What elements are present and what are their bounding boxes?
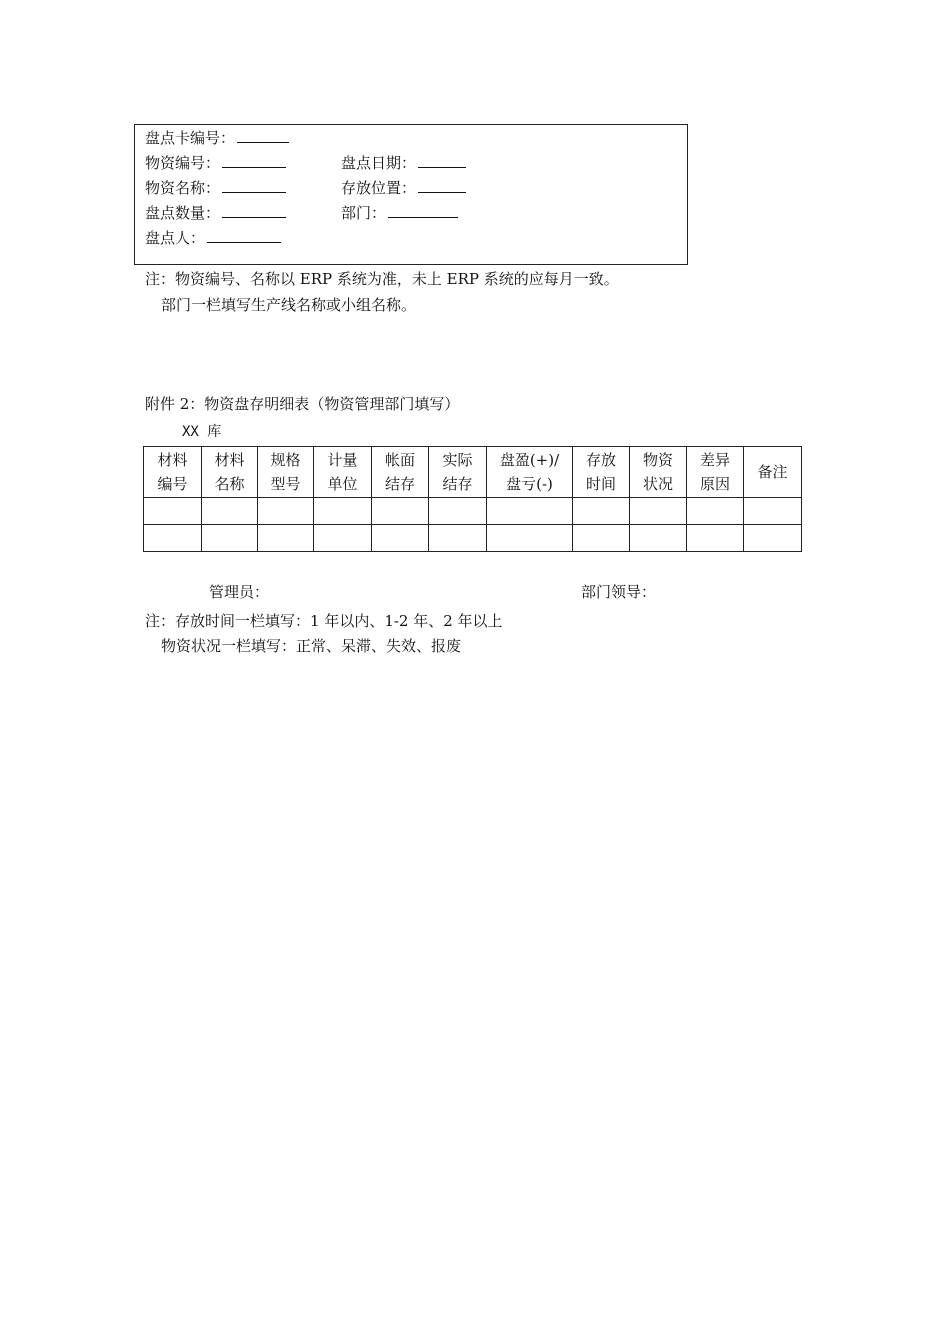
table-cell[interactable] (687, 498, 744, 525)
header-book-balance: 帐面 结存 (372, 447, 429, 498)
table-cell[interactable] (202, 498, 258, 525)
material-number-field (145, 153, 286, 173)
card-number-label: 盘点卡编号： (145, 129, 236, 147)
leader-signature-label: 部门领导： (581, 583, 657, 601)
quantity-blank[interactable] (222, 203, 286, 218)
quantity-label: 盘点数量： (145, 204, 221, 222)
checker-label: 盘点人： (145, 229, 206, 247)
table-cell[interactable] (314, 525, 372, 552)
check-date-field (341, 153, 466, 173)
location-label: 存放位置： (341, 179, 417, 197)
header-material-name: 材料 名称 (202, 447, 258, 498)
inventory-detail-table (143, 446, 802, 552)
table-cell[interactable] (744, 498, 802, 525)
table-row (144, 498, 802, 525)
table-cell[interactable] (630, 498, 687, 525)
header-difference-reason: 差异 原因 (687, 447, 744, 498)
material-number-blank[interactable] (222, 153, 286, 168)
location-blank[interactable] (418, 178, 466, 193)
table-cell[interactable] (487, 525, 573, 552)
location-field (341, 178, 466, 198)
header-surplus-deficit: 盘盈(+)/ 盘亏(-) (487, 447, 573, 498)
table-header-row (144, 447, 802, 498)
attachment-title: 附件 2：物资盘存明细表（物资管理部门填写） (145, 395, 460, 413)
header-actual-balance: 实际 结存 (429, 447, 487, 498)
warehouse-label: XX 库 (182, 424, 222, 440)
header-material-status: 物资 状况 (630, 447, 687, 498)
table-cell[interactable] (744, 525, 802, 552)
note1-line2: 部门一栏填写生产线名称或小组名称。 (161, 296, 417, 314)
manager-signature-label: 管理员： (209, 583, 270, 601)
checker-blank[interactable] (207, 228, 281, 243)
table-row (144, 525, 802, 552)
note2-line2: 物资状况一栏填写：正常、呆滞、失效、报废 (161, 637, 462, 655)
table-cell[interactable] (429, 525, 487, 552)
table-cell[interactable] (487, 498, 573, 525)
table-cell[interactable] (429, 498, 487, 525)
department-blank[interactable] (388, 203, 458, 218)
card-number-blank[interactable] (237, 128, 289, 143)
header-remarks: 备注 (744, 447, 802, 498)
table-cell[interactable] (314, 498, 372, 525)
material-name-blank[interactable] (222, 178, 286, 193)
check-date-label: 盘点日期： (341, 154, 417, 172)
table-cell[interactable] (372, 525, 429, 552)
table-cell[interactable] (573, 498, 630, 525)
material-name-label: 物资名称： (145, 179, 221, 197)
table-cell[interactable] (202, 525, 258, 552)
header-spec-model: 规格 型号 (258, 447, 314, 498)
table-cell[interactable] (372, 498, 429, 525)
check-date-blank[interactable] (418, 153, 466, 168)
table-cell[interactable] (687, 525, 744, 552)
material-number-label: 物资编号： (145, 154, 221, 172)
header-unit: 计量 单位 (314, 447, 372, 498)
department-field (341, 203, 458, 223)
note2-line1: 注：存放时间一栏填写：1 年以内、1-2 年、2 年以上 (145, 612, 503, 630)
note1-line1: 注：物资编号、名称以 ERP 系统为准，未上 ERP 系统的应每月一致。 (145, 270, 619, 288)
card-number-field (145, 128, 289, 148)
material-name-field (145, 178, 286, 198)
header-material-no: 材料 编号 (144, 447, 202, 498)
table-cell[interactable] (144, 498, 202, 525)
department-label: 部门： (341, 204, 387, 222)
table-cell[interactable] (630, 525, 687, 552)
table-cell[interactable] (258, 525, 314, 552)
checker-field (145, 228, 281, 248)
quantity-field (145, 203, 286, 223)
table-cell[interactable] (144, 525, 202, 552)
table-cell[interactable] (573, 525, 630, 552)
header-storage-time: 存放 时间 (573, 447, 630, 498)
table-cell[interactable] (258, 498, 314, 525)
